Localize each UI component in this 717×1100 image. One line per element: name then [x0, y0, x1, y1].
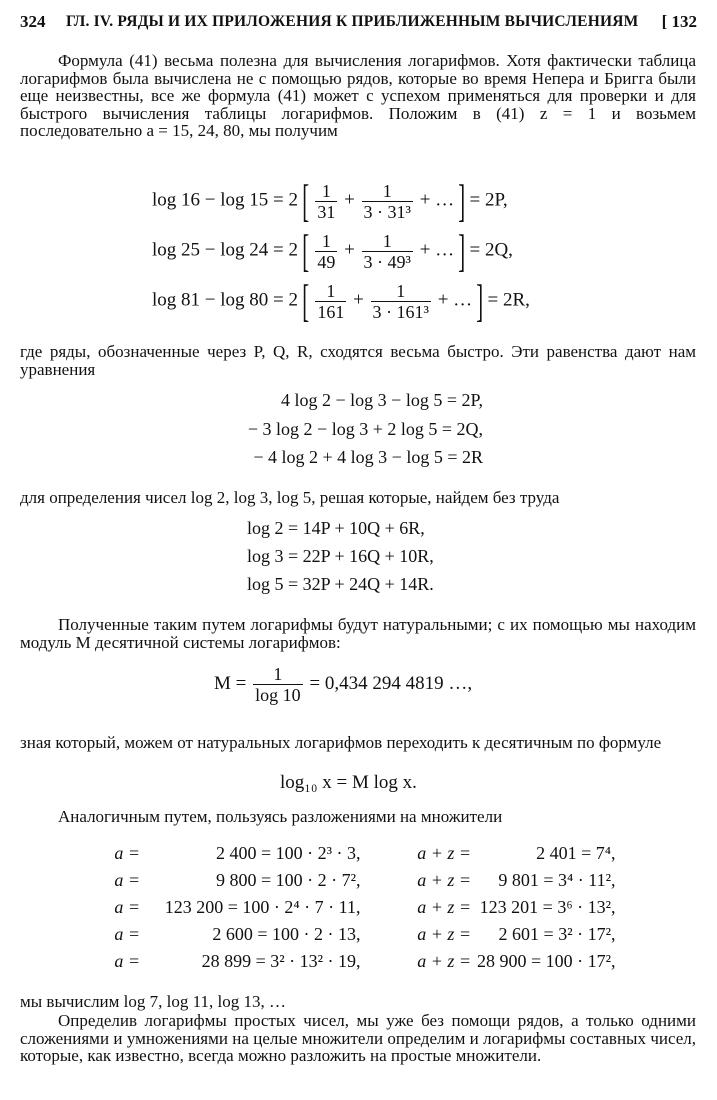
row1-left-val: 2 400 = 100 · 2³ · 3, [215, 843, 361, 863]
eq1-frac1-den: 31 [317, 201, 336, 222]
row3-right-val: 123 201 = 3⁶ · 13², [479, 897, 616, 917]
row4-left-val: 2 600 = 100 · 2 · 13, [212, 924, 361, 944]
paragraph-5: зная который, можем от натуральных логарифмов переходить к десятичным по формуле [20, 733, 662, 752]
eq3-frac2-num: 1 [371, 281, 431, 302]
page-number: 324 [20, 12, 46, 31]
factor-row-5 [98, 951, 616, 972]
paragraph-3: для определения чисел log 2, log 3, log 5, решая которые, найдем без труда [20, 488, 560, 507]
running-header [20, 12, 697, 34]
equation-2-rhs: = 2Q, [469, 239, 513, 261]
paragraph-6: Аналогичным путем, пользуясь разложениями на множители [58, 807, 503, 826]
modulus-equation [214, 664, 472, 705]
equation-3-rhs: = 2R, [487, 289, 530, 311]
eq2-tail: + … [419, 239, 455, 261]
factor-row-4 [98, 924, 616, 945]
paragraph-7: мы вычислим log 7, log 11, log 13, … [20, 992, 286, 1011]
row1-left-a: a = [114, 843, 140, 863]
equation-3-lhs: log 81 − log 80 = 2 [152, 289, 298, 311]
system2-line-3: log 5 = 32P + 24Q + 14R. [247, 574, 434, 594]
eq1-frac2-den: 3 · 31³ [363, 201, 411, 222]
row5-left-val: 28 899 = 3² · 13² · 19, [201, 951, 361, 971]
row3-left-val: 123 200 = 100 · 2⁴ · 7 · 11, [164, 897, 361, 917]
system1-line-2: − 3 log 2 − log 3 + 2 log 5 = 2Q, [247, 419, 483, 439]
eq3-frac1-den: 161 [317, 301, 345, 322]
eq3-frac1-num: 1 [315, 281, 346, 302]
factor-row-2 [98, 870, 616, 891]
row5-right-val: 28 900 = 100 · 17², [476, 951, 616, 971]
modulus-rhs: = 0,434 294 4819 …, [309, 672, 473, 694]
system2-line-1: log 2 = 14P + 10Q + 6R, [247, 518, 425, 538]
modulus-lhs: M = [214, 672, 247, 694]
eq1-tail: + … [419, 189, 455, 211]
row3-right-a: a + z = [417, 897, 471, 917]
equation-2: log 25 − log 24 = 2[ $\frac{1}{49}$ + $\frac{1}{\text{3 · 49³}}$ + …] = 2Q, [152, 225, 513, 276]
eq3-frac2-den: 3 · 161³ [372, 301, 429, 322]
row1-right-a: a + z = [417, 843, 471, 863]
equation-1-lhs: log 16 − log 15 = 2 [152, 189, 298, 211]
row1-right-val: 2 401 = 7⁴, [536, 843, 616, 863]
eq2-frac2-num: 1 [362, 231, 413, 252]
paragraph-8: Определив логарифмы простых чисел, мы уже без помощи рядов, а только одними сложениями и умножениями на целые множители определим и логарифмы составных чисел, которые, как известно, всегда можно разложить на простые множители. [20, 1011, 696, 1065]
row2-left-a: a = [114, 870, 140, 890]
row4-right-a: a + z = [417, 924, 471, 944]
modulus-num: 1 [253, 664, 303, 685]
row2-right-a: a + z = [417, 870, 471, 890]
section-marker: [ 132 [661, 12, 697, 31]
system1-line-3: − 4 log 2 + 4 log 3 − log 5 = 2R [253, 447, 483, 467]
equation-1: log 16 − log 15 = 2[ $\frac{1}{31}$ + $\frac{1}{\text{3 · 31³}}$ + …] = 2P, [152, 175, 508, 226]
row3-left-a: a = [114, 897, 140, 917]
eq3-tail: + … [437, 289, 473, 311]
row4-left-a: a = [114, 924, 140, 944]
paragraph-2: где ряды, обозначенные через P, Q, R, сходятся весьма быстро. Эти равенства дают нам уравнения [20, 342, 696, 379]
running-title: ГЛ. IV. РЯДЫ И ИХ ПРИЛОЖЕНИЯ К ПРИБЛИЖЕННЫМ ВЫЧИСЛЕНИЯМ [66, 13, 639, 30]
row2-right-val: 9 801 = 3⁴ · 11², [498, 870, 616, 890]
paragraph-4: Полученные таким путем логарифмы будут натуральными; с их помощью мы находим модуль M десятичной системы логарифмов: [20, 615, 696, 652]
paragraph-1: Формула (41) весьма полезна для вычисления логарифмов. Хотя фактически таблица логарифмов была вычислена не с помощью рядов, которые во время Непера и Бригга были еще неизвестны, все же формула (41) может с успехом применяться для проверки и для быстрого вычисления таблицы логарифмов. Положим в (41) z = 1 и возьмем последовательно a = 15, 24, 80, мы получим [20, 51, 696, 140]
eq2-frac1-num: 1 [315, 231, 337, 252]
equation-2-lhs: log 25 − log 24 = 2 [152, 239, 298, 261]
eq1-frac1-num: 1 [315, 181, 337, 202]
conversion-formula: log₁₀ x = M log x. [280, 772, 417, 793]
equation-3: log 81 − log 80 = 2[ $\frac{1}{161}$ + $\frac{1}{\text{3 · 161³}}$ + …] = 2R, [152, 275, 530, 326]
eq1-frac2-num: 1 [362, 181, 413, 202]
factor-row-3 [98, 897, 616, 918]
factor-row-1 [98, 843, 616, 864]
row5-right-a: a + z = [417, 951, 471, 971]
row5-left-a: a = [114, 951, 140, 971]
eq2-frac2-den: 3 · 49³ [363, 251, 411, 272]
eq2-frac1-den: 49 [317, 251, 336, 272]
system1-line-1: 4 log 2 − log 3 − log 5 = 2P, [281, 390, 483, 410]
modulus-den: log 10 [255, 685, 301, 705]
row4-right-val: 2 601 = 3² · 17², [498, 924, 616, 944]
equation-1-rhs: = 2P, [469, 189, 508, 211]
system2-line-2: log 3 = 22P + 16Q + 10R, [247, 546, 434, 566]
row2-left-val: 9 800 = 100 · 2 · 7², [215, 870, 361, 890]
